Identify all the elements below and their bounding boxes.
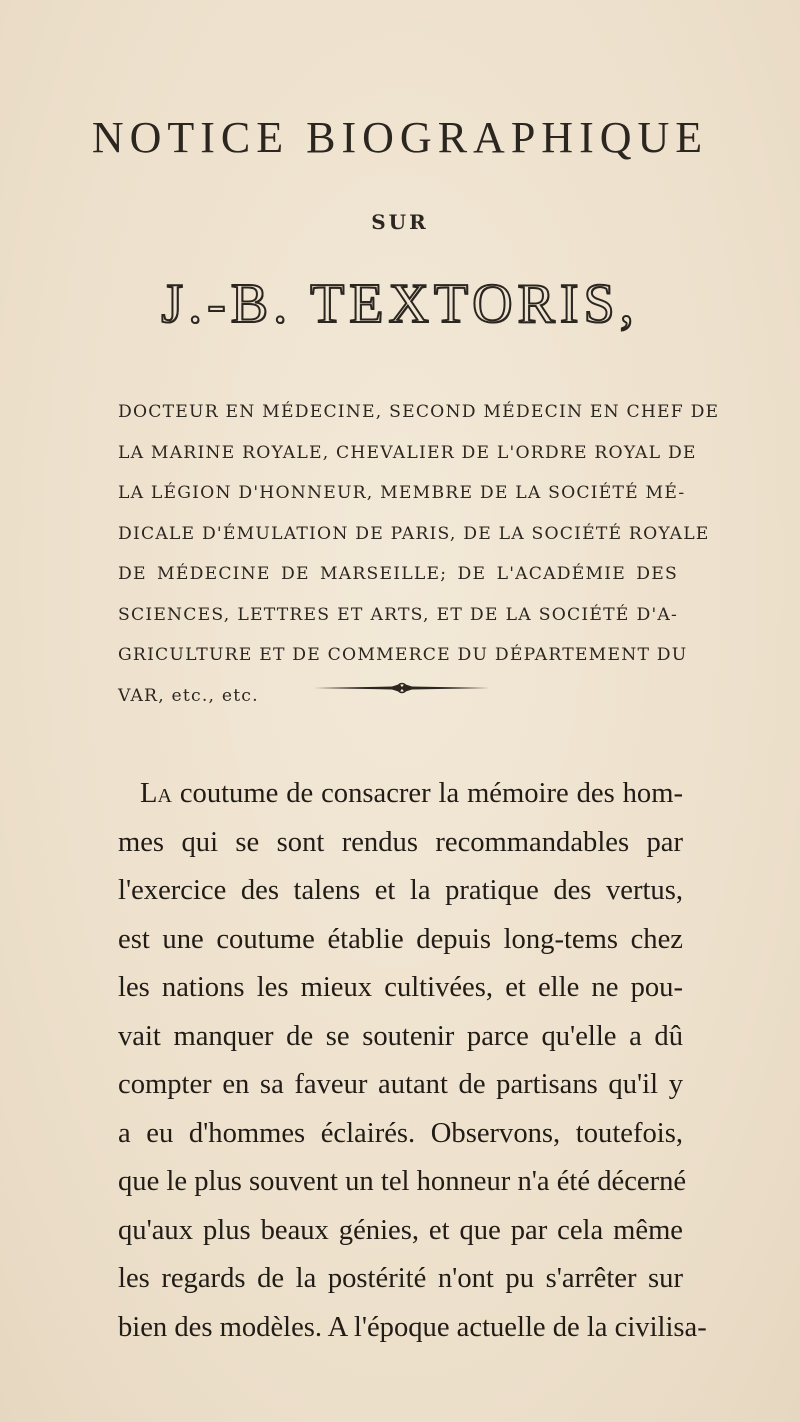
body-line-first-rest: coutume de consacrer la mémoire des hom-	[171, 778, 683, 809]
body-line: que le plus souvent un tel honneur n'a été décerné	[118, 1166, 687, 1197]
titles-line: LA MARINE ROYALE, CHEVALIER DE L'ORDRE ROYAL DE	[118, 442, 697, 463]
subject-titles	[118, 392, 720, 716]
ornament-divider	[312, 681, 492, 695]
body-line	[118, 770, 683, 819]
document-title: NOTICE BIOGRAPHIQUE	[91, 113, 709, 162]
body-line: l'exercice des talens et la pratique des vertus,	[118, 875, 683, 906]
body-line: mes qui se sont rendus recommandables par	[118, 826, 683, 858]
titles-line: SCIENCES, LETTRES ET ARTS, ET DE LA SOCIÉTÉ D'A-	[118, 604, 678, 625]
body-line: qu'aux plus beaux génies, et que par cela même	[118, 1214, 683, 1246]
titles-line: DOCTEUR EN MÉDECINE, SECOND MÉDECIN EN CHEF DE	[118, 402, 720, 422]
body-paragraph	[118, 770, 707, 1352]
titles-var: VAR	[118, 685, 159, 706]
titles-line: LA LÉGION D'HONNEUR, MEMBRE DE LA SOCIÉTÉ MÉ-	[118, 483, 686, 503]
body-line: compter en sa faveur autant de partisans qu'il y	[118, 1069, 683, 1100]
body-line: les nations les mieux cultivées, et elle ne pou-	[118, 972, 683, 1003]
body-line: les regards de la postérité n'ont pu s'arrêter sur	[118, 1263, 683, 1294]
subject-name: J.-B. TEXTORIS,	[161, 273, 639, 335]
drop-word: La	[140, 778, 172, 809]
titles-line: DICALE D'ÉMULATION DE PARIS, DE LA SOCIÉTÉ ROYALE	[118, 523, 710, 544]
body-line: est une coutume établie depuis long-tems chez	[118, 923, 683, 955]
titles-line: DE MÉDECINE DE MARSEILLE; DE L'ACADÉMIE DES	[118, 564, 678, 584]
title-preposition: SUR	[371, 210, 429, 234]
titles-line: GRICULTURE ET DE COMMERCE DU DÉPARTEMENT DU	[118, 645, 688, 665]
body-line: bien des modèles. A l'époque actuelle de la civilisa-	[118, 1311, 707, 1343]
body-line: vait manquer de se soutenir parce qu'elle a dû	[118, 1020, 683, 1052]
body-line: a eu d'hommes éclairés. Observons, toutefois,	[118, 1117, 683, 1149]
titles-etc: , etc., etc.	[158, 685, 259, 706]
